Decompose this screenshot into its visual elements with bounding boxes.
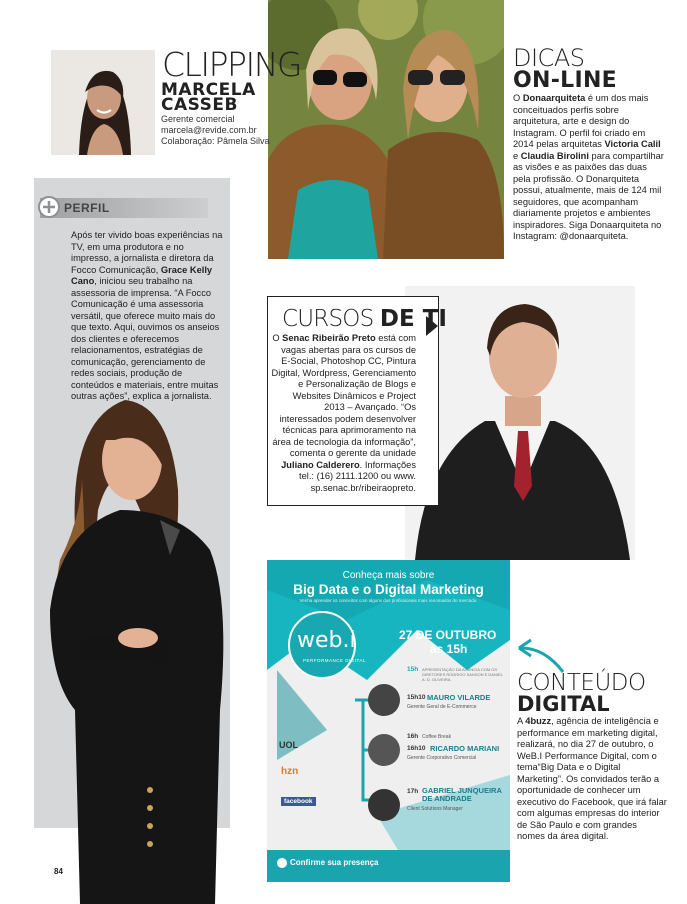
item0-time: 15h [407,666,419,673]
editor-name-last: CASSEB [161,95,238,115]
editor-email: marcela@revide.com.br [161,125,257,135]
perfil-label: PERFIL [64,201,110,215]
flyer-header1: Conheça mais sobre [342,570,435,581]
check-icon [277,858,287,868]
editor-role: Gerente comercial [161,114,235,124]
sponsor-uol: UOL [279,740,298,750]
event-date: 27 DE OUTUBRO [399,628,497,642]
perfil-text: Após ter vivido boas experiências na TV, em uma produtora e no impresso, a jornalista e diretora da Focco Comunicação, Grace Kelly Cano, iniciou seu trabalho na assessoria de imprensa. “A Focco Comunicação é uma assessoria versátil, que oferece muito mais do que texto. Aqui, ouvimos os anseios dos clientes e oferecemos relacionamentos, estratégias de comunicação, gerenciamento de redes sociais, produção de conteúdos e materiais, entre muitas outras ações”, explica a jornalista. [71,230,223,401]
sponsor-hzn: hzn [281,766,299,777]
conteudo-title-line1: CONTEÚDO [517,670,646,696]
speaker1-role: Gerente Geral de E-Commerce [407,704,477,710]
conteudo-title-line2: DIGITAL [517,692,610,716]
event-flyer [267,560,510,882]
dicas-title-line2: ON-LINE [513,68,617,93]
conteudo-text: A 4buzz, agência de inteligência e performance em marketing digital, realizará, no dia 27 de outubro, o WeB.I Performance Digital, com o tema“Big Data e o Digital Marketing”. Os convidados terão a oportunidade de conhecer um executivo do Facebook, que irá falar com algumas empresas do interior de São Paulo e com grandes nomes da área digital. [517,716,667,841]
speaker2-name: RICARDO MARIANI [430,744,500,753]
editor-info [161,114,270,147]
break-time: 16h [407,733,419,740]
grace-kelly-cano-photo [20,380,240,904]
editor-name-first: MARCELA [161,80,256,100]
dicas-text: O Donaarquiteta é um dos mais conceituados perfis sobre arquitetura, arte e design do Instagram. O perfil foi criado em 2014 pelas arquitetas Victoria Calil e Claudia Birolini para compartilhar as visões e as paixões das duas pela profissão. O Donarquiteta possui, atualmente, mais de 124 mil seguidores, que acompanham diariamente projetos e ambientes inspiradores. Siga Donaarquiteta no Instagram: @donaarquiteta. [513,93,664,241]
speaker2-time: 16h10 [407,745,426,752]
flyer-background [267,560,510,882]
arrow-icon [515,638,567,674]
marcela-casseb-photo [51,50,155,155]
cursos-title: CURSOS DE TI [282,306,447,332]
flyer-cta[interactable]: Confirme sua presença [290,858,379,867]
speaker2-role: Gerente Corporativo Comercial [407,755,477,761]
dicas-title-line1: DICAS [513,44,585,72]
speaker1-name: MAURO VILARDE [427,693,491,702]
plus-icon [38,196,60,218]
flyer-header2: Big Data e o Digital Marketing [293,582,484,597]
section-title: CLIPPING [162,45,301,84]
speaker3-name: GABRIEL JUNQUEIRA DE ANDRADE [422,786,502,803]
cursos-text: O Senac Ribeirão Preto está com vagas abertas para os cursos de E-Social, Photoshop CC, Pintura Digital, Wordpress, Gerenciamento e Personalização de Blogs e Websites Dinâmicos e Project 2013 – Avançado. “Os interessados podem desenvolver técnicas para aprimoramento na área de tecnologia da informação”, comenta o gerente da unidade Juliano Calderero. Informações tel.: (16) 2111.1200 ou www. sp.senac.br/ribeiraopreto. [271,333,416,493]
break-label: Coffee Break [422,734,452,740]
donaarquiteta-photo [268,0,504,259]
flyer-subheader: Venha aprender os conceitos com alguns dos profissionais mais renomados do mercado. [299,598,478,603]
speaker1-time: 15h10 [407,694,426,701]
sponsor-facebook: facebook [281,797,316,806]
webi-logo: web.i [297,628,356,653]
event-time: às 15h [430,642,468,656]
speaker3-time: 17h [407,788,419,795]
webi-logo-sub: PERFORMANCE DIGITAL [303,658,366,663]
item0-text: APRESENTAÇÃO DA AGÊNCIA COM OS DIRETORES RODRIGO SANSON E DANIEL A. D. OLIVEIRA. [422,667,503,682]
collaboration: Colaboração: Pâmela Silva [161,136,270,146]
page-number: 84 [54,867,63,876]
speaker3-role: Client Solutions Manager [407,806,463,812]
